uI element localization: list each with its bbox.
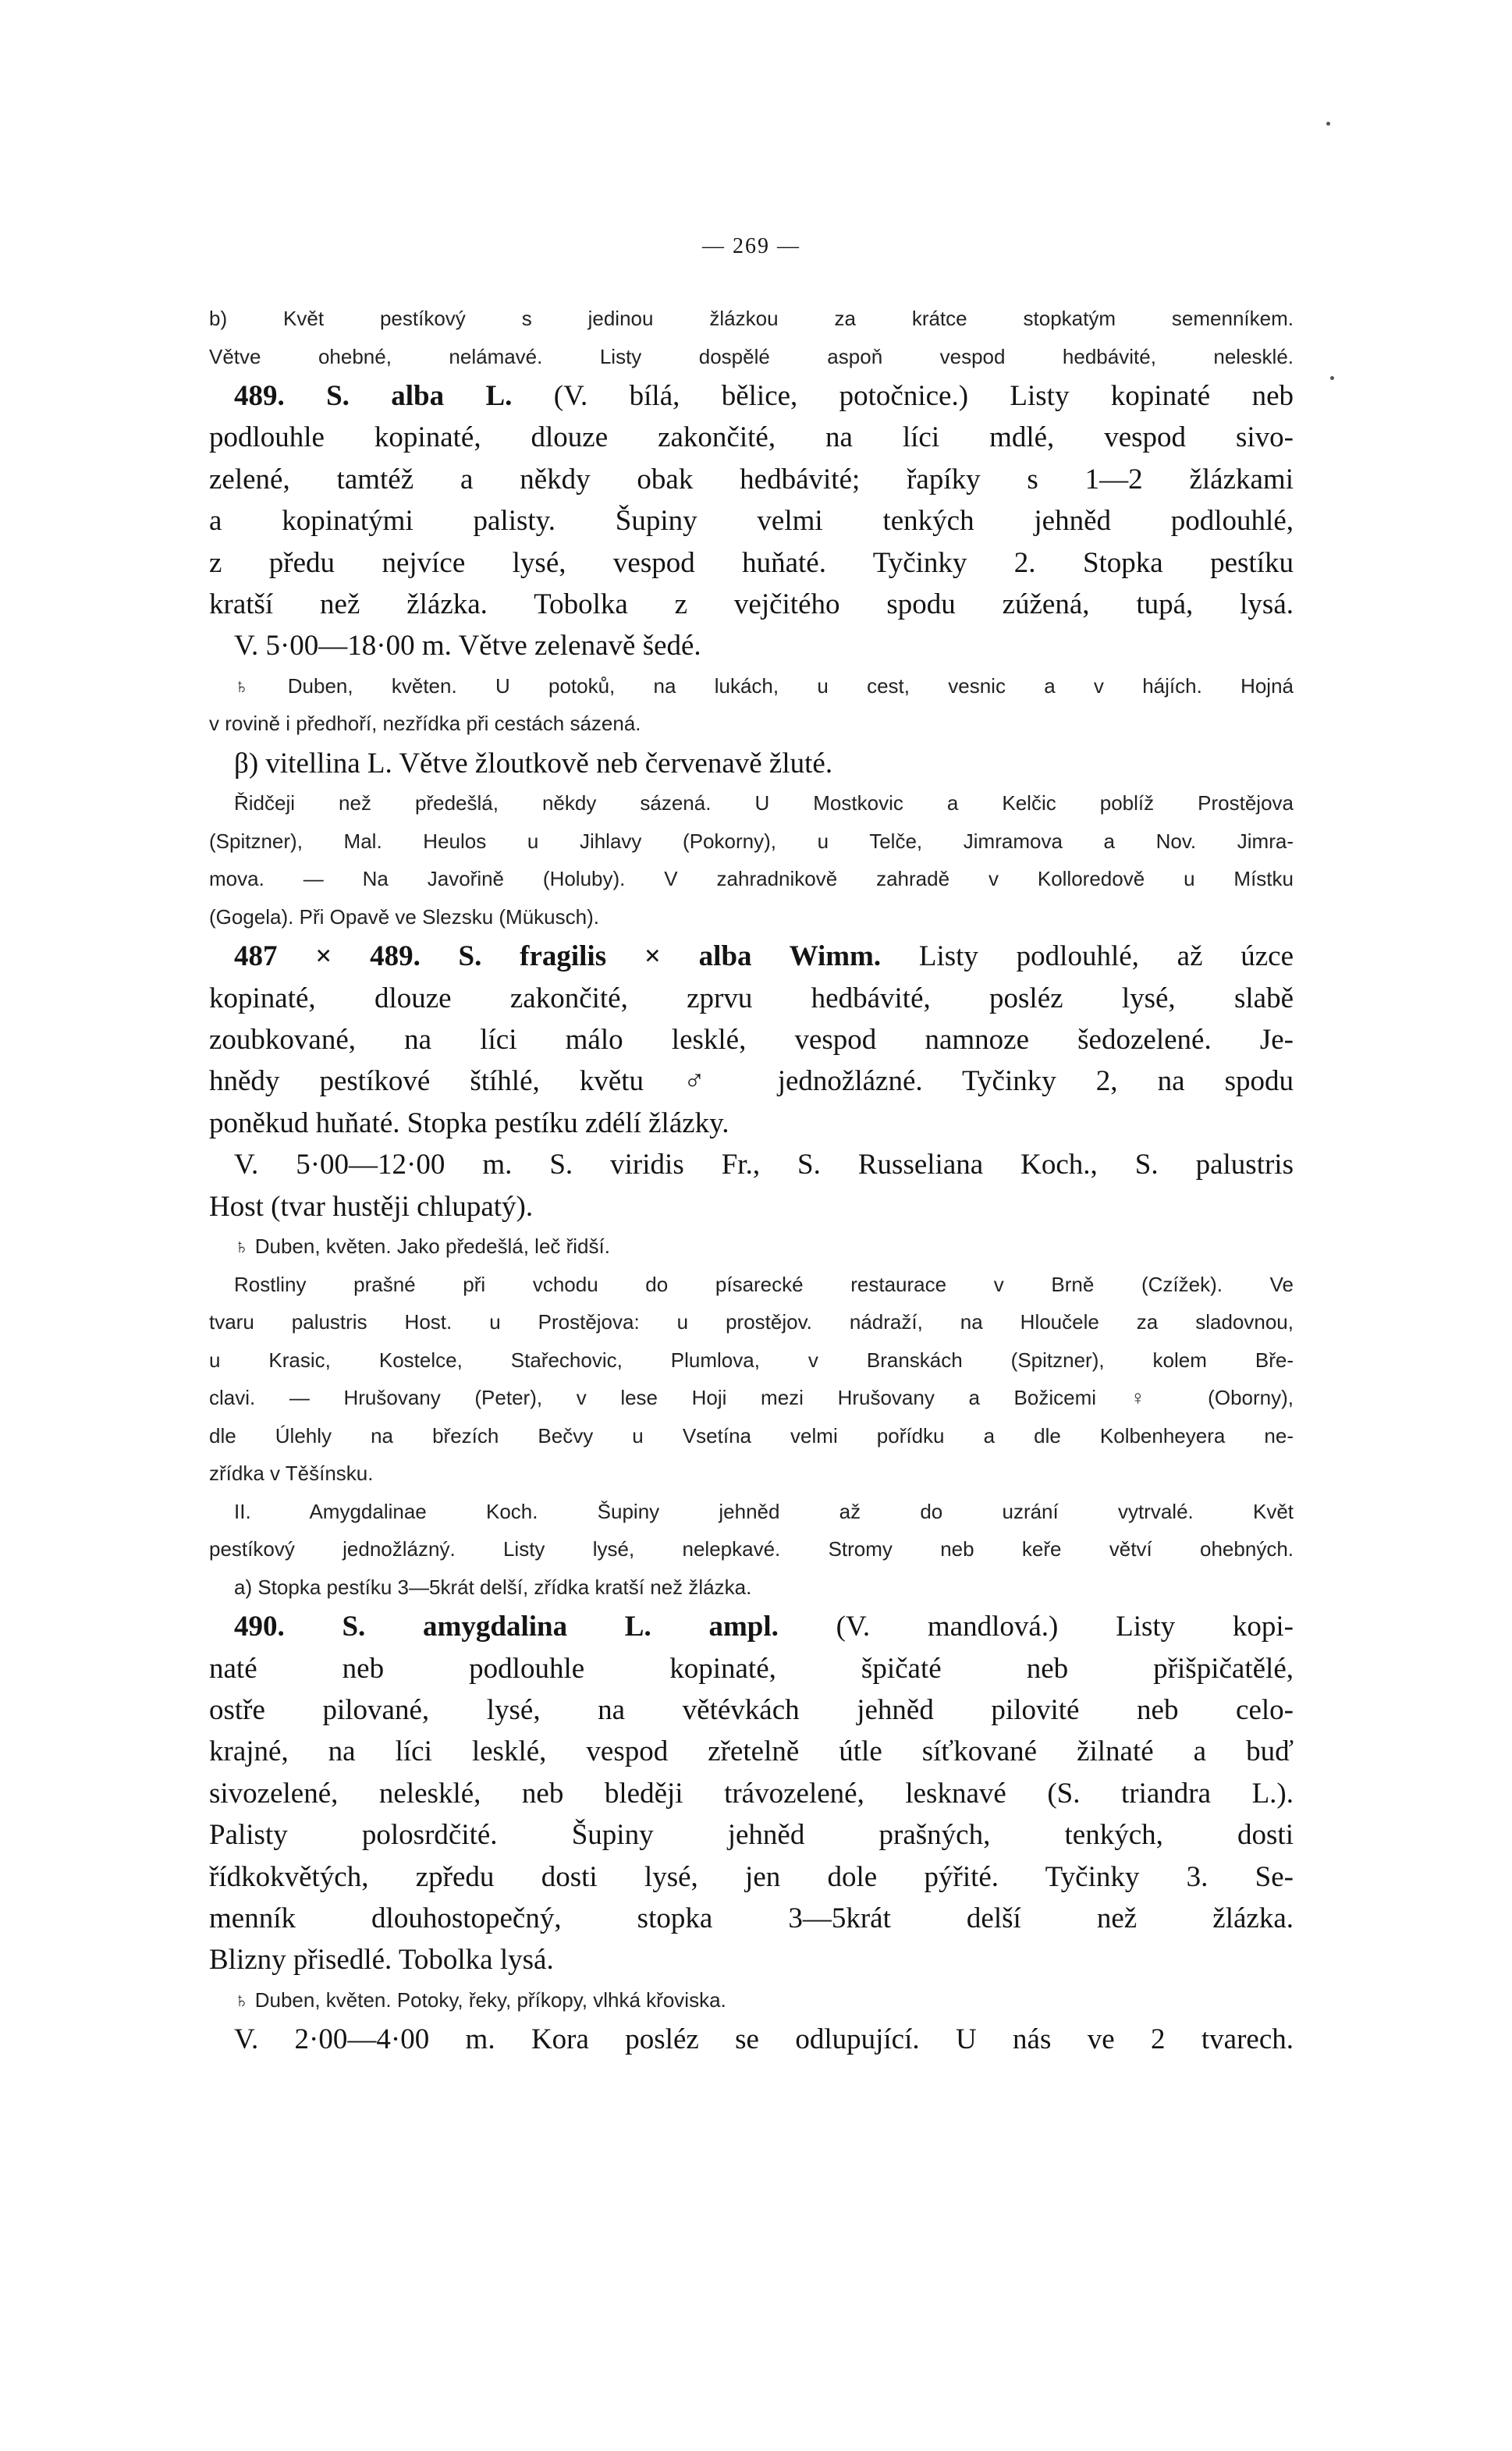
- text-line: ♄ Duben, květen. Jako předešlá, leč řidší.: [234, 1234, 610, 1259]
- text-line: naté neb podlouhle kopinaté, špičaté neb přišpičatělé,: [209, 1652, 1294, 1685]
- text-line: 487 × 489. S. fragilis × alba Wimm. Listy podlouhlé, až úzce: [234, 940, 1294, 973]
- text-line: V. 5·00—12·00 m. S. viridis Fr., S. Russeliana Koch., S. palustris: [234, 1149, 1294, 1181]
- text-line: V. 5·00—18·00 m. Větve zelenavě šedé.: [234, 630, 701, 662]
- text-line: poněkud huňaté. Stopka pestíku zdélí žlázky.: [209, 1107, 729, 1139]
- text-line: zelené, tamtéž a někdy obak hedbávité; řapíky s 1—2 žlázkami: [209, 463, 1294, 496]
- text-line: clavi. — Hrušovany (Peter), v lese Hoji mezi Hrušovany a Božicemi ♀ (Oborny),: [209, 1386, 1294, 1410]
- text-line: zoubkované, na líci málo lesklé, vespod namnoze šedozelené. Je-: [209, 1024, 1294, 1057]
- text-block: [209, 2019, 1294, 2060]
- text-line: II. Amygdalinae Koch. Šupiny jehněd až do uzrání vytrvalé. Květ: [234, 1499, 1294, 1523]
- text-line: hnědy pestíkové štíhlé, květu ♂ jednožlázné. Tyčinky 2, na spodu: [209, 1065, 1294, 1098]
- page-number: — 269 —: [702, 234, 800, 258]
- text-block: [209, 375, 1294, 667]
- text-line: ♄ Duben, květen. U potoků, na lukách, u cest, vesnic a v hájích. Hojná: [234, 673, 1294, 698]
- text-line: podlouhle kopinaté, dlouze zakončité, na líci mdlé, vespod sivo-: [209, 421, 1294, 454]
- text-line: mova. — Na Javořině (Holuby). V zahradnikově zahradě v Kolloredově u Místku: [209, 867, 1294, 891]
- text-line: Řidčeji než předešlá, někdy sázená. U Mostkovic a Kelčic poblíž Prostějova: [234, 791, 1294, 815]
- text-block: [209, 1227, 1294, 1606]
- text-line: sivozelené, nelesklé, neb bleději trávozelené, lesknavé (S. triandra L.).: [209, 1777, 1294, 1810]
- entry-heading: 490. S. amygdalina L. ampl.: [234, 1611, 779, 1643]
- text-line: ostře pilované, lysé, na větévkách jehněd pilovité neb celo-: [209, 1693, 1294, 1726]
- text-line: a) Stopka pestíku 3—5krát delší, zřídka kratší než žlázka.: [234, 1575, 752, 1599]
- text-line: menník dlouhostopečný, stopka 3—5krát delší než žlázka.: [209, 1902, 1294, 1934]
- text-block: [209, 936, 1294, 1227]
- text-line: Rostliny prašné při vchodu do písarecké restaurace v Brně (Czížek). Ve: [234, 1272, 1294, 1296]
- text-block: [209, 1606, 1294, 1981]
- text-block: [209, 743, 1294, 784]
- text-line: dle Úlehly na březích Bečvy u Vsetína velmi pořídku a dle Kolbenheyera ne-: [209, 1423, 1294, 1448]
- text-line: (Gogela). Při Opavě ve Slezsku (Mükusch).: [209, 904, 599, 929]
- text-line: pestíkový jednožlázný. Listy lysé, nelepkavé. Stromy neb keře větví ohebných.: [209, 1537, 1294, 1561]
- scan-speck: [1326, 122, 1330, 126]
- text-block: [209, 300, 1294, 375]
- document-body: [209, 300, 1294, 2061]
- text-line: (Spitzner), Mal. Heulos u Jihlavy (Pokorny), u Telče, Jimramova a Nov. Jimra-: [209, 829, 1294, 853]
- text-line: v rovině i předhoří, nezřídka při cestách sázená.: [209, 712, 641, 736]
- text-line: tvaru palustris Host. u Prostějova: u prostějov. nádraží, na Hloučele za sladovnou,: [209, 1310, 1294, 1334]
- text-line: z předu nejvíce lysé, vespod huňaté. Tyčinky 2. Stopka pestíku: [209, 546, 1294, 579]
- entry-heading: 489. S. alba L.: [234, 380, 513, 412]
- text-block: [209, 784, 1294, 936]
- text-line: b) Květ pestíkový s jedinou žlázkou za krátce stopkatým semenníkem.: [209, 307, 1294, 330]
- text-line: Větve ohebné, nelámavé. Listy dospělé aspoň vespod hedbávité, nelesklé.: [209, 344, 1294, 368]
- text-block: [209, 667, 1294, 743]
- text-line: kratší než žlázka. Tobolka z vejčitého spodu zúžená, tupá, lysá.: [209, 588, 1294, 621]
- text-line: řídkokvětých, zpředu dosti lysé, jen dole pýřité. Tyčinky 3. Se-: [209, 1860, 1294, 1893]
- text-line: a kopinatými palisty. Šupiny velmi tenkých jehněd podlouhlé,: [209, 505, 1294, 538]
- text-block: [209, 1981, 1294, 2019]
- text-line: u Krasic, Kostelce, Stařechovic, Plumlova, v Branskách (Spitzner), kolem Bře-: [209, 1348, 1294, 1372]
- text-line: V. 2·00—4·00 m. Kora posléz se odlupující. U nás ve 2 tvarech.: [234, 2023, 1294, 2056]
- document-page: [209, 234, 1294, 2061]
- text-line: Host (tvar hustěji chlupatý).: [209, 1190, 534, 1223]
- text-line: ♄ Duben, květen. Potoky, řeky, příkopy, vlhká křoviska.: [234, 1987, 726, 2012]
- text-line: krajné, na líci lesklé, vespod zřetelně útle síťkované žilnaté a buď: [209, 1735, 1294, 1768]
- text-line: Blizny přisedlé. Tobolka lysá.: [209, 1944, 554, 1977]
- entry-heading: 487 × 489. S. fragilis × alba Wimm.: [234, 940, 882, 973]
- text-line: zřídka v Těšínsku.: [209, 1462, 374, 1486]
- text-line: β) vitellina L. Větve žloutkově neb červenavě žluté.: [234, 747, 833, 780]
- scan-speck: [1330, 376, 1334, 380]
- text-line: kopinaté, dlouze zakončité, zprvu hedbávité, posléz lysé, slabě: [209, 982, 1294, 1014]
- text-line: Palisty polosrdčité. Šupiny jehněd prašných, tenkých, dosti: [209, 1819, 1294, 1852]
- text-line: 490. S. amygdalina L. ampl. (V. mandlová.) Listy kopi-: [234, 1611, 1294, 1643]
- text-line: 489. S. alba L. (V. bílá, bělice, potočnice.) Listy kopinaté neb: [234, 380, 1294, 412]
